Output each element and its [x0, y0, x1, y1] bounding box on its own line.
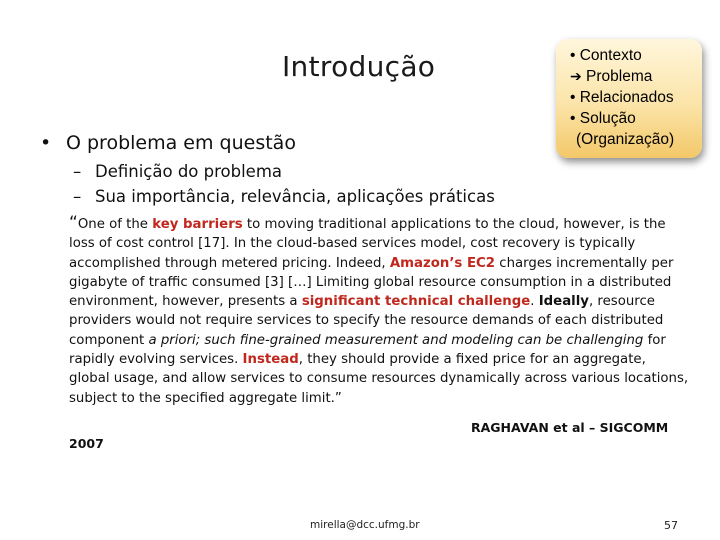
bullet-marker: •: [40, 132, 52, 154]
main-bullet: [40, 132, 296, 154]
sub-bullet-2: [73, 187, 495, 206]
arrow-right-icon: ➔: [570, 68, 582, 84]
quote-text: .: [530, 294, 539, 310]
sub-bullet-1: [73, 162, 282, 181]
outline-item-label: Problema: [586, 68, 653, 85]
quote-citation-year: 2007: [69, 436, 104, 451]
quote-text: charges incrementally per gigabyte of traffic consumed [3] […] Limiting global resource consumption in a distributed environment, however, presents a: [69, 255, 674, 310]
open-quote-mark: “: [69, 213, 78, 233]
quote-citation: RAGHAVAN et al – SIGCOMM: [471, 420, 669, 435]
sub-bullet-text: Definição do problema: [95, 162, 283, 181]
quote-italic: a priori; such fine-grained measurement and modeling can be challenging: [148, 332, 644, 348]
outline-item-solucao: • Solução: [570, 110, 636, 127]
quote-highlight: key barriers: [152, 217, 243, 232]
quote-highlight: Instead: [242, 352, 299, 368]
quote-text: for rapidly evolving services.: [69, 332, 666, 368]
footer-email: mirella@dcc.ufmg.br: [310, 519, 420, 531]
quote-block: [69, 214, 689, 408]
quote-text: One of the: [77, 217, 153, 232]
quote-text: to moving traditional applications to the cloud, however, is the loss of cost control [17]. In the cloud-based services model, cost recovery is typically accomplished through metered pricing. Indeed,: [69, 217, 666, 271]
quote-emphasis: Ideally: [538, 294, 589, 310]
quote-highlight: Amazon’s EC2: [389, 255, 496, 271]
quote-highlight: significant technical challenge: [301, 294, 531, 310]
sub-bullet-text: Sua importância, relevância, aplicações práticas: [95, 187, 495, 206]
quote-text: , resource providers would not require services to specify the resource demands of each distributed component: [69, 294, 664, 348]
outline-item-organizacao: (Organização): [576, 131, 675, 148]
sub-bullet-marker: –: [73, 187, 82, 206]
main-bullet-text: O problema em questão: [66, 132, 296, 154]
page-number: 57: [664, 519, 678, 532]
outline-item-problema: [570, 66, 696, 87]
slide-title: Introdução: [282, 50, 436, 83]
quote-text: , they should provide a fixed price for an aggregate, global usage, and allow services to consume resources dynamically across various locations, subject to the specified aggregate limit.”: [69, 352, 689, 406]
outline-item-contexto: • Contexto: [570, 47, 642, 64]
sub-bullet-marker: –: [73, 162, 82, 181]
outline-item-relacionados: • Relacionados: [570, 89, 674, 106]
section-outline-box: [556, 39, 702, 158]
